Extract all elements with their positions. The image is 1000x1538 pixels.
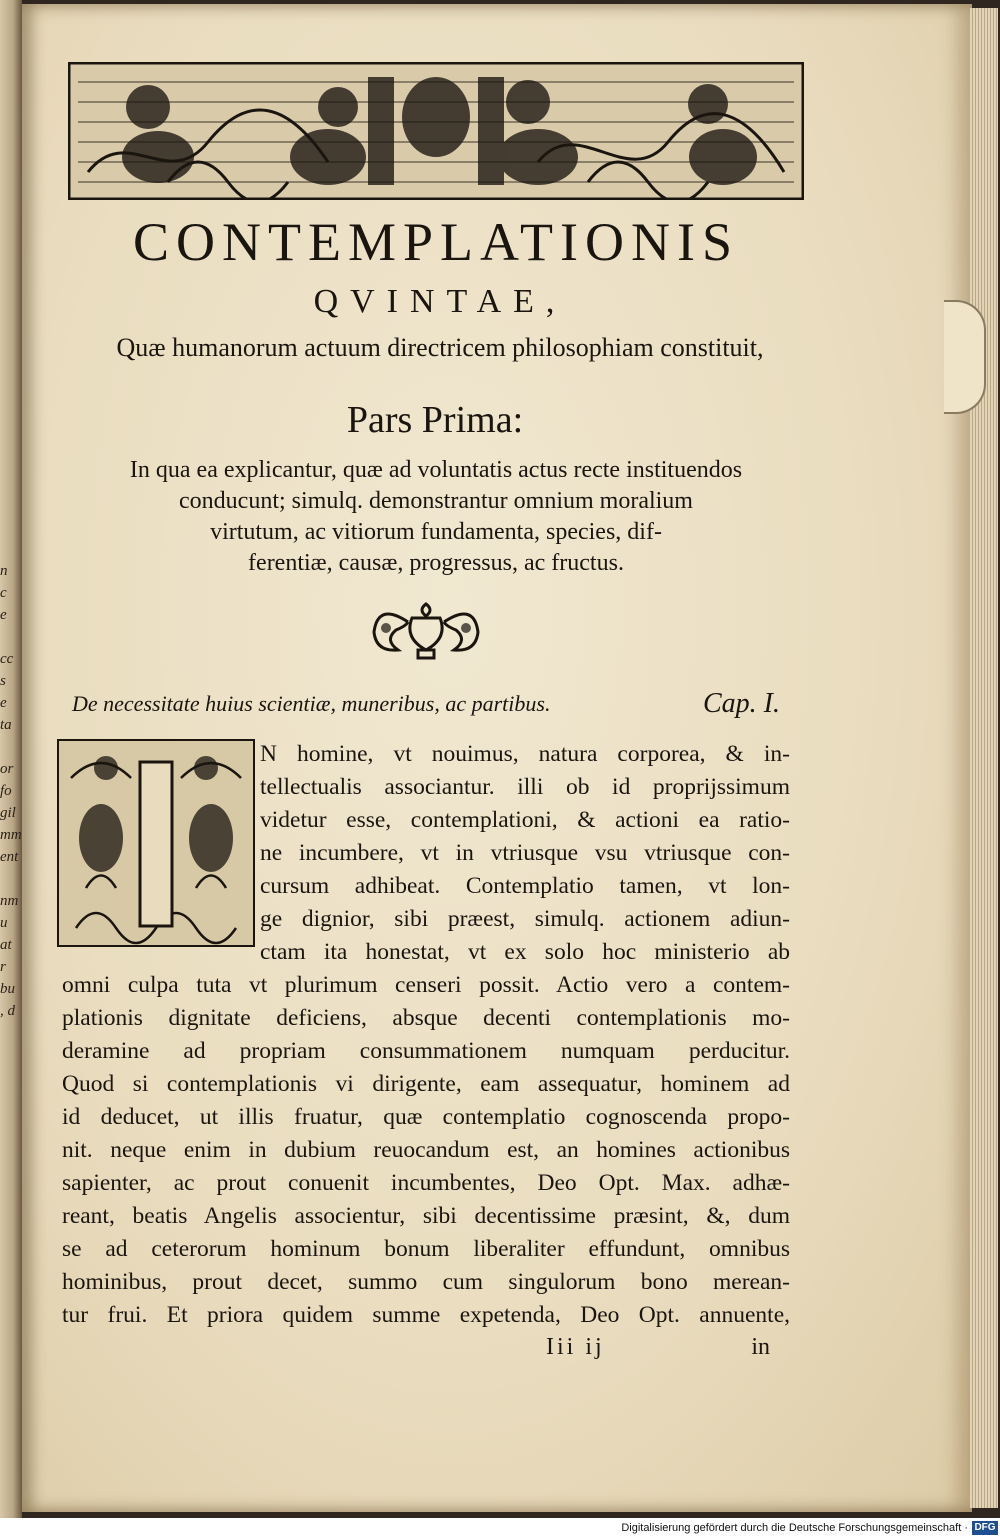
funding-credit: Digitalisierung gefördert durch die Deutsche Forschungsgemeinschaft · (621, 1522, 968, 1534)
body-line: deramine ad propriam consummationem numquam perducitur. (62, 1038, 790, 1064)
body-line: nit. neque enim in dubium reuocandum est, an homines actionibus (62, 1137, 790, 1163)
page-subtitle: QVINTAE, (313, 283, 567, 320)
body-line: hominibus, prout decet, summo cum singulorum bono merean- (62, 1269, 790, 1295)
dfg-logo: DFG (972, 1521, 998, 1535)
body-line: ctam ita honestat, vt ex solo hoc ministerio ab (260, 939, 790, 965)
decorated-initial-letter (56, 738, 256, 948)
facing-page-fragments: n c e cc s e ta or fo gil mm ent nm u at r bu , d (0, 563, 22, 1019)
signature-and-catchword (540, 1334, 780, 1368)
chapter-number: Cap. I. (703, 688, 780, 719)
chapter-heading: De necessitate huius scientiæ, muneribus, ac partibus. (72, 691, 551, 716)
body-line: N homine, vt nouimus, natura corporea, & in- (260, 741, 790, 767)
intro-line: virtutum, ac vitiorum fundamenta, species, dif- (210, 519, 662, 545)
body-line: reant, beatis Angelis associentur, sibi decentissime præsint, &, dum (62, 1203, 790, 1229)
intro-paragraph (66, 455, 806, 579)
page-stack-edge (970, 8, 998, 1508)
intro-line: conducunt; simulq. demonstrantur omnium moralium (179, 488, 693, 514)
body-line: ne incumbere, vt in vtriusque vsu vtriusque con- (260, 840, 790, 866)
body-line: sapienter, ac prout conuenit incumbentes, Deo Opt. Max. adhæ- (62, 1170, 790, 1196)
body-line: tellectualis associantur. illi ob id proprijssimum (260, 774, 790, 800)
woodcut-headpiece (68, 62, 804, 200)
catchword: in (751, 1334, 770, 1360)
intro-line: In qua ea explicantur, quæ ad voluntatis actus recte instituendos (129, 457, 743, 483)
intro-line: ferentiæ, causæ, progressus, ac fructus. (248, 550, 624, 576)
body-line: tur frui. Et priora quidem summe expetenda, Deo Opt. annuente, (62, 1302, 790, 1328)
body-line: videtur esse, contemplationi, & actioni ea ratio- (260, 807, 790, 833)
body-line: ge dignior, sibi præest, simulq. actionem adiun- (260, 906, 790, 932)
body-line: cursum adhibeat. Contemplatio tamen, vt lon- (260, 873, 790, 899)
body-line: omni culpa tuta vt plurimum censeri possit. Actio vero a contem- (62, 972, 790, 998)
bookmark-tab (944, 300, 986, 414)
facing-page-edge (0, 0, 22, 1518)
body-line: plationis dignitate deficiens, absque decenti contemplationis mo- (62, 1005, 790, 1031)
page-title: CONTEMPLATIONIS (132, 212, 739, 272)
description-line: Quæ humanorum actuum directricem philosophiam constituit, (116, 333, 764, 362)
body-line: id deducet, ut illis fruatur, quæ contemplatio cognoscenda propo- (62, 1104, 790, 1130)
signature-mark: Iii ij (546, 1334, 605, 1360)
chapter-rubric (70, 684, 810, 724)
body-line: se ad ceterorum hominum bonum liberaliter effundunt, omnibus (62, 1236, 790, 1262)
body-line: Quod si contemplationis vi dirigente, eam assequatur, hominem ad (62, 1071, 790, 1097)
part-heading: Pars Prima: (346, 399, 524, 441)
vase-fleuron-ornament (368, 594, 484, 664)
